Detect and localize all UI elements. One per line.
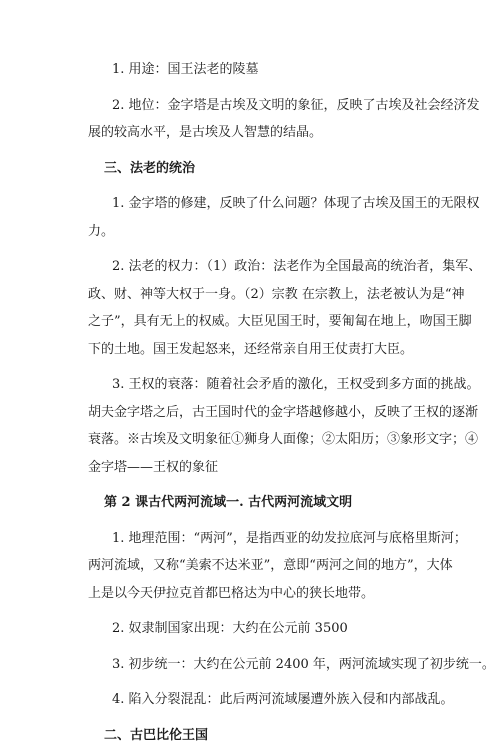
slave-state-line: 2. 奴隶制国家出现：大约在公元前 3500 <box>88 615 422 643</box>
royal-decline-line-3: 衰落。※古埃及文明象征①狮身人面像；②太阳历；③象形文字；④ <box>88 426 422 454</box>
pharaoh-power-line-3: 之子”，具有无上的权威。大臣见国王时，要匍匐在地上，吻国王脚 <box>88 308 422 336</box>
status-line-2: 展的较高水平，是古埃及人智慧的结晶。 <box>88 119 422 147</box>
spacer <box>88 363 422 371</box>
section-heading-pharaoh-rule: 三、法老的统治 <box>88 155 422 183</box>
spacer <box>88 245 422 253</box>
spacer <box>88 643 422 651</box>
spacer <box>88 678 422 686</box>
geography-line-3: 上是以今天伊拉克首都巴格达为中心的狭长地带。 <box>88 580 422 608</box>
pharaoh-power-line-1: 2. 法老的权力：（1）政治：法老作为全国最高的统治者，集军、 <box>88 253 422 281</box>
royal-decline-line-1: 3. 王权的衰落：随着社会矛盾的激化，王权受到多方面的挑战。 <box>88 371 422 399</box>
usage-line: 1. 用途：国王法老的陵墓 <box>88 56 422 84</box>
spacer <box>88 84 422 92</box>
spacer <box>88 182 422 190</box>
pyramid-question-line-2: 力。 <box>88 218 422 246</box>
spacer <box>88 517 422 525</box>
status-line-1: 2. 地位：金字塔是古埃及文明的象征，反映了古埃及社会经济发 <box>88 92 422 120</box>
pyramid-question-line-1: 1. 金字塔的修建，反映了什么问题？体现了古埃及国王的无限权 <box>88 190 422 218</box>
geography-line-1: 1. 地理范围：“两河”，是指西亚的幼发拉底河与底格里斯河； <box>88 525 422 553</box>
spacer <box>88 607 422 615</box>
spacer <box>88 147 422 155</box>
pharaoh-power-line-4: 下的土地。国王发起怒来，还经常亲自用王仗责打大臣。 <box>88 336 422 364</box>
geography-line-2: 两河流域，又称“美索不达米亚”，意即“两河之间的地方”，大体 <box>88 552 422 580</box>
division-line: 4. 陷入分裂混乱：此后两河流域屡遭外族入侵和内部战乱。 <box>88 686 422 714</box>
royal-decline-line-4: 金字塔——王权的象征 <box>88 454 422 482</box>
royal-decline-line-2: 胡夫金字塔之后，古王国时代的金字塔越修越小，反映了王权的逐渐 <box>88 399 422 427</box>
lesson-heading: 第 2 课古代两河流域一. 古代两河流域文明 <box>88 489 422 517</box>
spacer <box>88 481 422 489</box>
section-heading-babylon: 二、古巴比伦王国 <box>88 722 422 749</box>
spacer <box>88 714 422 722</box>
unification-line: 3. 初步统一：大约在公元前 2400 年，两河流域实现了初步统一。 <box>88 651 422 679</box>
pharaoh-power-line-2: 政、财、神等大权于一身。（2）宗教 在宗教上，法老被认为是“神 <box>88 281 422 309</box>
